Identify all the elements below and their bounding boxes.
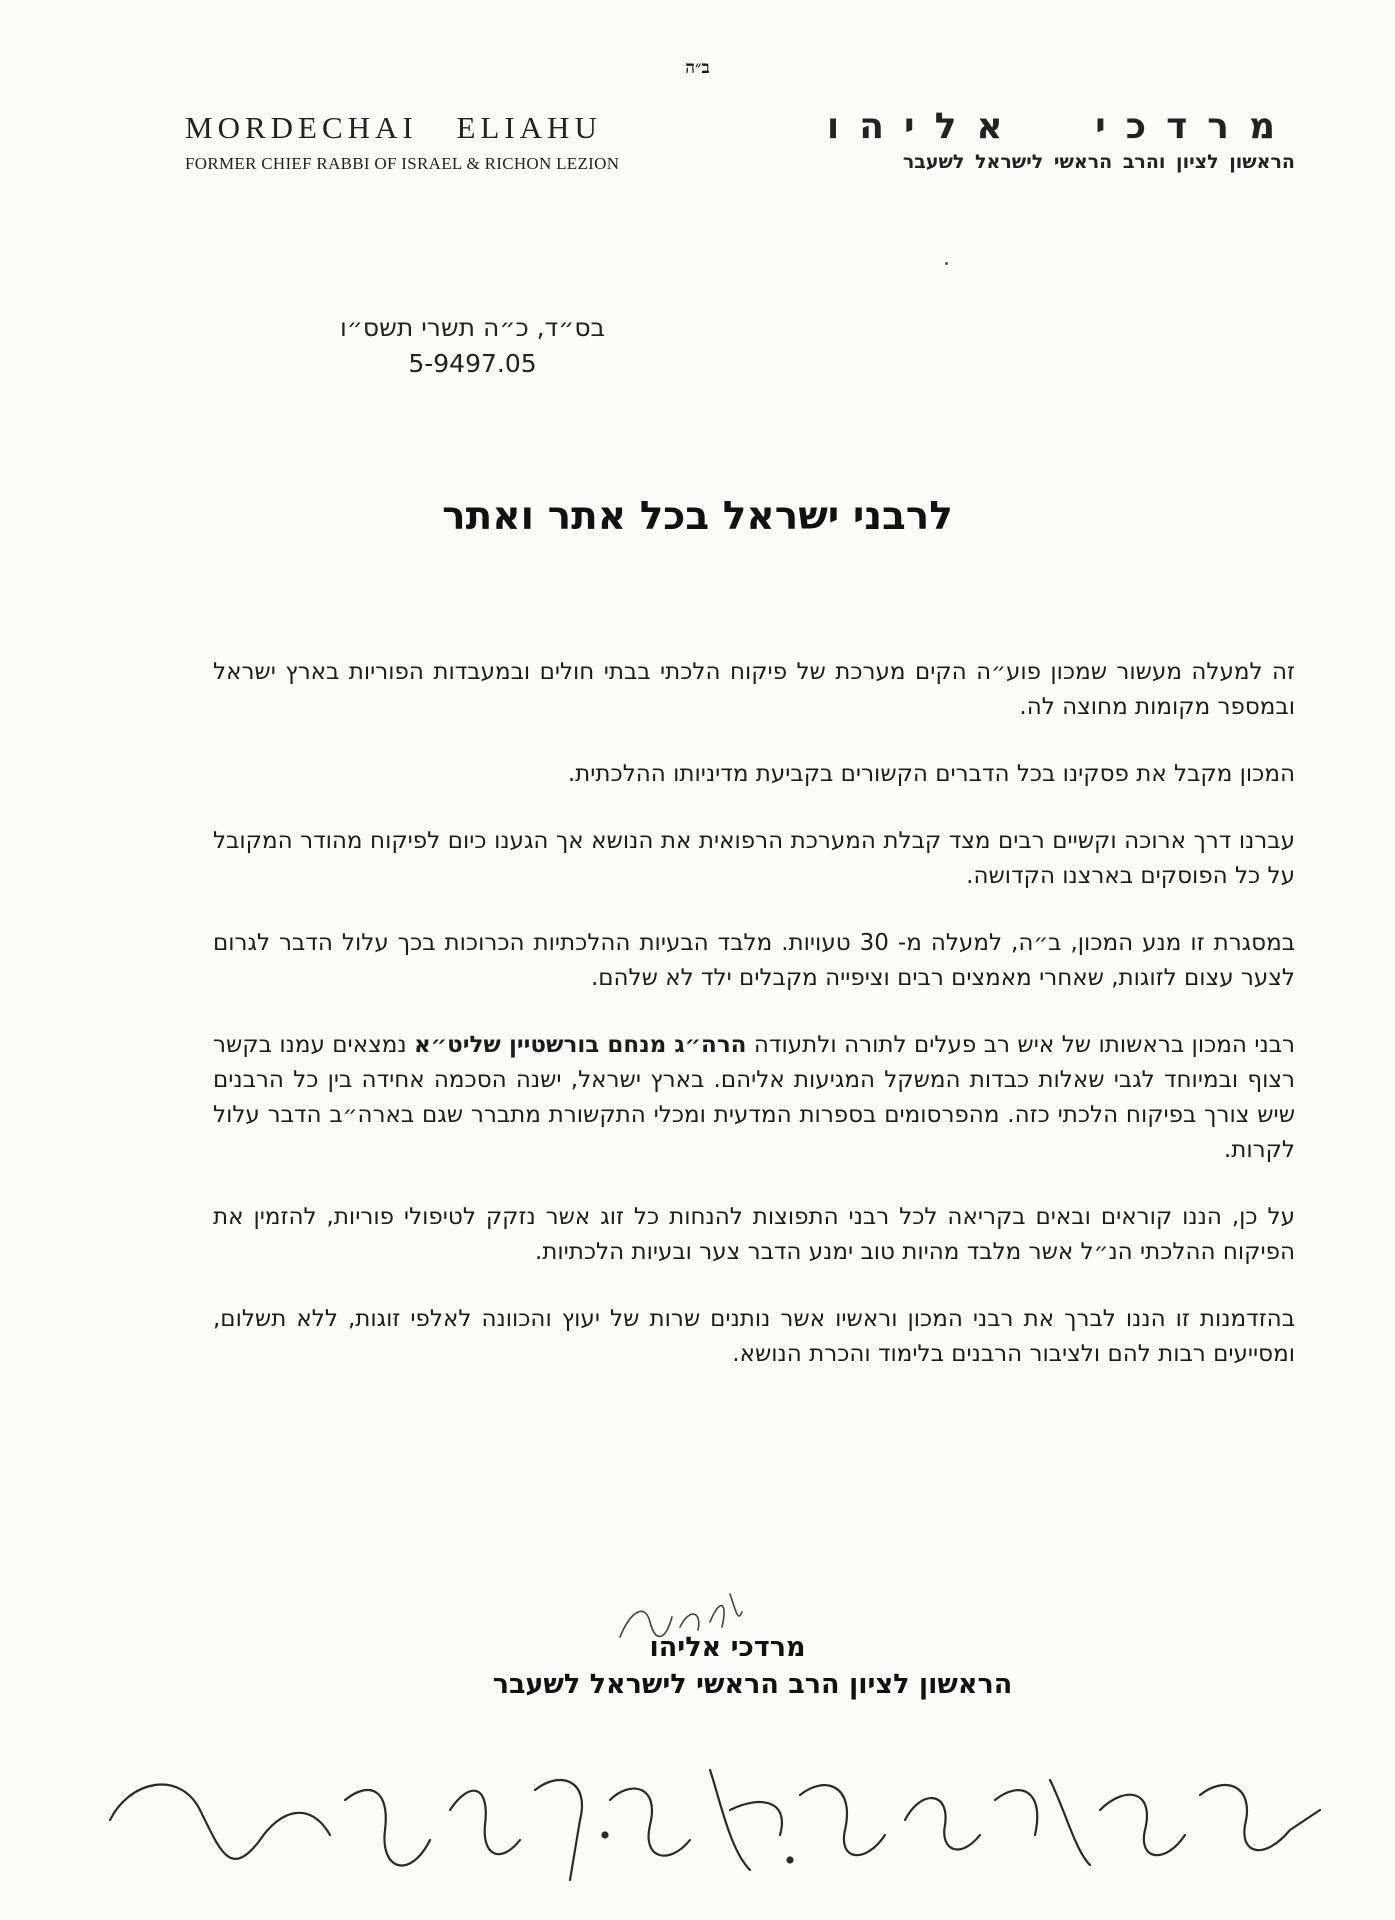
signer-name: מרדכי אליהו [649,1632,806,1663]
signer-title: הראשון לציון הרב הראשי לישראל לשעבר [492,1669,1013,1700]
paragraph-5-start: רבני המכון בראשותו של איש רב פעלים לתורה ולתעודה [746,1032,1295,1058]
letter-date: בס״ד, כ״ה תשרי תשס״ו [339,313,605,342]
bh-header-mark: ב״ה [685,58,710,78]
letterhead-english [185,110,619,174]
letterhead-title-he: הראשון לציון והרב הראשי לישראל לשעבר [902,151,1295,173]
letter-body [213,655,1295,1404]
paragraph-5 [213,1028,1295,1168]
reference-number: 5-9497.05 [408,349,537,378]
paragraph-1: זה למעלה מעשור שמכון פוע״ה הקים מערכת של פיקוח הלכתי בבתי חולים ובמעבדות הפוריות בארץ ישראל ובמספר מקומות מחוצה לה. [213,659,1295,720]
letter-heading: לרבני ישראל בכל אתר ואתר [442,494,953,539]
paragraph-7: בהזדמנות זו הננו לברך את רבני המכון וראשיו אשר נותנים שרות של יעוץ והכוונה לאלפי זוגות, ללא תשלום, ומסייעים רבות להם ולציבור הרבנים בלימוד והכרת הנושא. [213,1306,1295,1367]
paragraph-3: עברנו דרך ארוכה וקשיים רבים מצד קבלת המערכת הרפואית את הנושא אך הגענו כיום לפיקוח מהודר המקובל על כל הפוסקים בארצנו הקדושה. [213,828,1295,889]
signature-block [0,1632,1395,1700]
paragraph-6: על כן, הננו קוראים ובאים בקריאה לכל רבני התפוצות להנחות כל זוג אשר נזקק לטיפולי פוריות, להזמין את הפיקוח ההלכתי הנ״ל אשר מלבד מהיות טוב ימנע הדבר צער ובעיות הלכתיות. [213,1204,1295,1265]
paragraph-5-end: נמצאים עמנו בקשר רצוף ובמיוחד לגבי שאלות כבדות המשקל המגיעות אליהם. בארץ ישראל, ישנה הסכמה אחידה בין כל הרבנים שיש צורך בפיקוח הלכתי כזה. מהפרסומים בספרות המדעית ומכלי התקשורת מתברר שגם בארה״ב הדבר עלול לקרות. [213,1032,1295,1163]
letterhead-title-en: FORMER CHIEF RABBI OF ISRAEL & RICHON LEZION [185,154,620,173]
handwritten-note [90,1740,1340,1910]
letterhead-hebrew [827,106,1295,173]
letterhead-name-he: מרדכי אליהו [826,106,1295,147]
paragraph-2: המכון מקבל את פסקינו בכל הדברים הקשורים בקביעת מדיניותו ההלכתית. [567,761,1295,787]
date-block [340,310,605,382]
letterhead-name-en: MORDECHAI ELIAHU [185,110,602,145]
rabbi-name-bold: הרה״ג מנחם בורשטיין שליט״א [414,1032,747,1058]
paragraph-4: במסגרת זו מנע המכון, ב״ה, למעלה מ- 30 טעויות. מלבד הבעיות ההלכתיות הכרוכות בכך עלול הדבר לגרום לצער עצום לזוגות, שאחרי מאמצים רבים וציפייה מקבלים ילד לא שלהם. [213,930,1295,991]
scan-speck [945,262,948,265]
